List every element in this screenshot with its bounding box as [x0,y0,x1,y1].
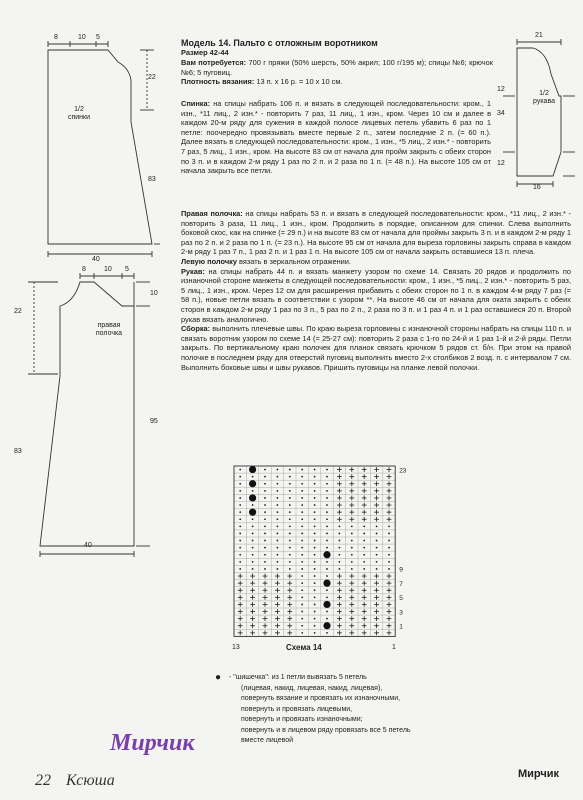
chart-cell-purl [326,476,328,478]
chart-cell-bobble [249,509,256,516]
chart-cell-purl [339,525,341,527]
chart-cell-purl [301,604,303,606]
chart-cell-bobble [323,551,330,558]
chart-cell-purl [239,568,241,570]
front-dim-left-1: 22 [14,308,22,315]
chart-cell-purl [388,540,390,542]
sleeve-pattern-drawing [493,34,581,194]
chart-cell-purl [376,540,378,542]
chart-cell-purl [363,533,365,535]
legend-line: вместе лицевой [241,737,294,744]
article-paragraph-assembly [181,324,571,372]
chart-cell-purl [277,504,279,506]
magazine-name: Ксюша [66,772,115,789]
article-text [181,38,493,87]
chart-cell-purl [326,540,328,542]
paragraph-body: выполнить плечевые швы. По краю выреза горловины с изнаночной стороны набрать на спицы 110 п. и связать воротник узором по схеме 14 (= 25-27 см): повторить 2 раза с 1-го по 24-й и 1 раз 1-й и 2-й ряды. Петли закрыть. По вертикальному краю полочек для планок связать крючком 5 рядов ст. б/н. При этом на правой полочке в последнем ряду для отверстий пуговиц выполнить вместо 2-х столбиков 2 возд. п. с интервалом 7 см. Выполнить боковые швы и швы рукавов. Пришить пуговицы на планке левой полочки. [181,324,571,372]
page-number: 22 [35,772,51,789]
chart-cell-purl [301,632,303,634]
chart-cell-purl [277,525,279,527]
paragraph-body: 13 п. х 16 р. = 10 х 10 см. [254,77,343,87]
chart-cell-purl [239,547,241,549]
chart-cell-purl [314,582,316,584]
chart-cell-purl [252,533,254,535]
chart-cell-purl [314,547,316,549]
chart-cell-purl [301,469,303,471]
article-text-back [181,99,491,176]
back-dim-side-1: 22 [148,74,156,81]
paragraph-label: Сборка: [181,324,211,334]
chart-cell-purl [277,518,279,520]
chart-cell-purl [264,547,266,549]
legend-line: повернуть и провязать изнаночными; [241,716,363,723]
back-dim-side-2: 83 [148,176,156,183]
chart-cell-purl [314,533,316,535]
chart-cell-purl [326,533,328,535]
chart-cell-purl [326,596,328,598]
chart-cell-purl [326,632,328,634]
sleeve-dim-bottom: 16 [533,184,541,191]
chart-cell-purl [239,518,241,520]
chart-cell-purl [339,540,341,542]
chart-cell-purl [326,511,328,513]
chart-cell-purl [252,540,254,542]
chart-cell-purl [314,518,316,520]
chart-cell-purl [239,533,241,535]
article-paragraph-gauge [181,77,493,87]
article-paragraph-materials [181,58,493,77]
paragraph-label: Вам потребуется: [181,58,247,67]
paragraph-label: Правая полочка: [181,209,243,218]
chart-cell-purl [301,483,303,485]
chart-cell-purl [301,575,303,577]
chart-cell-purl [277,469,279,471]
chart-cell-purl [264,540,266,542]
chart-cell-purl [301,476,303,478]
chart-cell-purl [326,497,328,499]
chart-cell-purl [326,547,328,549]
chart-cell-purl [239,511,241,513]
chart-cell-purl [239,483,241,485]
chart-cell-purl [277,476,279,478]
back-dim-top-3: 5 [96,34,100,41]
chart-cell-purl [277,561,279,563]
sleeve-dim-right-2: 12 [497,86,505,93]
chart-cell-bobble [249,494,256,501]
chart-cell-purl [252,561,254,563]
back-dim-top-2: 10 [78,34,86,41]
knitting-chart-grid [222,462,422,662]
chart-cell-purl [363,561,365,563]
chart-cell-purl [376,525,378,527]
legend-line: - "шишечка": из 1 петли вывязать 5 петель [229,674,367,681]
paragraph-body: на спицы набрать 44 п. и вязать манжету узором по схеме 14. Связать 20 рядов и продолжить по изнаночной стороне манжеты в следующей последовательности: кром., 1 изн., *5 лиц., 2 изн.* - повторить 5 раз, 5 лиц., 1 изн., кром. Через 12 см для расширения прибавить с обеих сторон по 1 п. в каждом 4-м ряду 7 раз (= 58 п.), новые петли вязать в соответствии с узором **. На высоте 46 см от начала для оката закрыть с обеих сторон в каждом 2-м ряду 1 раз по 3 п., 5 раз по 2 п., 2 раза по 3 п. и 1 раз 4 п. и 1 раз оставшиеся 20 п. Второй рукав вязать аналогично. [181,266,571,324]
chart-cell-purl [314,596,316,598]
chart-cell-purl [264,518,266,520]
front-pattern-label: правая полочка [95,322,123,337]
chart-cell-purl [289,469,291,471]
chart-cell-purl [264,497,266,499]
chart-cell-purl [314,525,316,527]
paragraph-body: 700 г пряжи (50% шерсть, 50% акрил; 100 г/195 м); спицы №6; крючок №6; 5 пуговиц. [181,58,494,77]
back-pattern-label: 1/2 спинки [67,106,91,121]
chart-cell-purl [264,561,266,563]
chart-cell-purl [314,476,316,478]
chart-cell-purl [301,596,303,598]
chart-cell-purl [363,554,365,556]
chart-cell-purl [326,469,328,471]
chart-cell-purl [239,540,241,542]
front-dim-top-1: 8 [82,266,86,273]
chart-cell-purl [314,611,316,613]
chart-cell-purl [289,476,291,478]
chart-cell-purl [326,518,328,520]
back-pattern-drawing [30,36,170,266]
chart-cell-purl [314,618,316,620]
chart-cell-bobble [249,466,256,473]
chart-cell-purl [252,568,254,570]
chart-row-number: 3 [399,609,403,617]
article-size: Размер 42-44 [181,48,229,57]
front-pattern-drawing [10,268,175,558]
chart-cell-purl [363,540,365,542]
front-pattern-diagram [10,268,175,558]
chart-cell-purl [314,469,316,471]
article-paragraph-right-front [181,209,571,257]
sleeve-dim-left: 34 [497,110,505,117]
chart-cell-purl [252,547,254,549]
chart-cell-purl [388,561,390,563]
chart-cell-purl [277,540,279,542]
chart-row-number: 5 [399,595,403,603]
chart-cell-purl [277,554,279,556]
chart-cell-purl [264,554,266,556]
chart-cell-purl [301,554,303,556]
chart-cell-purl [351,568,353,570]
chart-cell-purl [314,561,316,563]
chart-cell-purl [326,561,328,563]
chart-cell-purl [264,504,266,506]
chart-cell-purl [301,511,303,513]
chart-cell-purl [314,568,316,570]
chart-cell-purl [277,483,279,485]
chart-cell-purl [301,568,303,570]
chart-cell-purl [264,476,266,478]
chart-cell-purl [301,582,303,584]
chart-cell-purl [301,547,303,549]
knitting-chart [222,462,422,662]
chart-cell-purl [376,561,378,563]
back-dim-top-1: 8 [54,34,58,41]
chart-caption: Схема 14 [286,643,322,652]
chart-cell-purl [264,525,266,527]
front-dim-top-3: 5 [125,266,129,273]
article-paragraph-back [181,99,491,176]
chart-cell-purl [252,504,254,506]
bobble-symbol-icon: ● [215,672,222,683]
chart-cell-purl [252,518,254,520]
chart-cell-purl [264,533,266,535]
front-dim-right-2: 95 [150,418,158,425]
chart-cell-purl [277,533,279,535]
chart-cell-purl [277,547,279,549]
chart-cell-purl [314,511,316,513]
chart-cell-purl [388,547,390,549]
chart-cell-purl [339,533,341,535]
sleeve-dim-right-1: 12 [497,160,505,167]
chart-cell-purl [351,525,353,527]
chart-cell-purl [239,554,241,556]
chart-cell-purl [351,561,353,563]
chart-cell-purl [363,568,365,570]
chart-row-number: 23 [399,467,407,475]
chart-cell-purl [264,469,266,471]
front-dim-left-2: 83 [14,448,22,455]
legend-line: повернуть и в лицевом ряду провязать все 5 петель [241,726,411,734]
chart-cell-purl [289,533,291,535]
chart-cell-purl [239,525,241,527]
chart-cell-purl [289,554,291,556]
chart-col-left: 13 [232,644,240,651]
chart-cell-purl [264,490,266,492]
chart-cell-purl [388,533,390,535]
paragraph-label: Спинка: [181,99,211,108]
front-dim-right-1: 10 [150,290,158,297]
legend-line: повернуть и провязать лицевыми, [241,705,353,713]
chart-cell-purl [326,504,328,506]
back-dim-bottom: 40 [92,256,100,263]
sleeve-pattern-label: 1/2 рукава [533,90,555,105]
chart-cell-purl [388,568,390,570]
chart-cell-purl [326,568,328,570]
legend-line: повернуть вязание и провязать их изнаночными, [241,695,401,702]
chart-cell-purl [301,561,303,563]
chart-cell-purl [252,554,254,556]
chart-cell-purl [289,540,291,542]
chart-cell-purl [301,533,303,535]
chart-cell-purl [252,476,254,478]
chart-cell-purl [326,575,328,577]
chart-cell-purl [301,611,303,613]
chart-cell-purl [351,533,353,535]
chart-cell-purl [314,504,316,506]
chart-cell-purl [277,568,279,570]
chart-legend [215,673,475,747]
paragraph-body: на спицы набрать 53 п. и вязать в следующей последовательности: кром., *11 лиц., 2 изн.* - повторить 3 раза, 11 лиц., 1 изн., кром. Продолжить в порядке, описанном для спинки. Слева выполнить боковой скос, как на спинке (= 29 п.) и на высоте 83 см от начала для проймы закрыть 3 п. и в каждом 2-м ряду 1 раз по 2 п. и 2 раза по 1 п. (= 23 п.). На высоте 95 см от начала для выреза горловины закрыть справа в каждом 2-м ряду 1 раз 7 п., 1 раз 2 п. и 1 раз 1 п. На высоте 105 см от начала закрыть оставшиеся 13 п. плеча. [181,209,572,257]
chart-cell-purl [314,575,316,577]
chart-row-number: 7 [399,580,403,588]
chart-cell-purl [363,547,365,549]
chart-cell-purl [376,554,378,556]
chart-cell-purl [326,589,328,591]
chart-cell-purl [289,504,291,506]
chart-cell-purl [289,483,291,485]
chart-cell-purl [264,511,266,513]
chart-cell-purl [252,525,254,527]
chart-cell-purl [301,525,303,527]
sleeve-pattern-diagram [493,34,581,194]
chart-cell-purl [264,568,266,570]
chart-cell-purl [301,589,303,591]
chart-cell-purl [388,554,390,556]
chart-cell-purl [301,618,303,620]
chart-cell-purl [239,476,241,478]
chart-cell-purl [314,540,316,542]
chart-cell-purl [388,525,390,527]
chart-cell-purl [239,497,241,499]
chart-cell-purl [239,504,241,506]
chart-cell-purl [289,561,291,563]
chart-cell-purl [301,540,303,542]
front-dim-top-2: 10 [104,266,112,273]
chart-cell-purl [301,490,303,492]
paragraph-body: вязать в зеркальном отражении. [236,256,351,266]
watermark-left: Мирчик [110,730,195,756]
article-text-rest [181,209,571,372]
paragraph-label: Рукав: [181,266,205,276]
chart-cell-purl [277,490,279,492]
chart-cell-purl [301,497,303,499]
sleeve-dim-top: 21 [535,32,543,39]
legend-line: (лицевая, накид, лицевая, накид, лицевая), [241,684,383,692]
chart-cell-purl [301,518,303,520]
chart-cell-purl [339,568,341,570]
chart-cell-bobble [323,622,330,629]
chart-cell-purl [301,625,303,627]
paragraph-body: на спицы набрать 106 п. и вязать в следующей последовательности: кром., 1 изн., *11 лиц., 2 изн.* - повторить 7 раз, 11 лиц., 1 изн., кром. Через 10 см и далее в каждом 20-м ряду для сужения в каждой полосе лицевых петель убавить 6 раз по 1 петле: поочередно провязывать вместе первые 2 п., затем последние 2 п. (= 60 п.). Далее вязать в следующей последовательности: кром., 1 изн., *5 лиц., 2 изн.* - повторить 7 раз, 5 лиц., 1 изн., кром. На высоте 83 см от начала для пройм закрыть с обеих сторон по 3 п. и в каждом 2-м ряду 1 раз по 2 п. и 2 раза по 1 п. (= 48 п.). На высоте 105 см от начала закрыть все петли. [181,99,491,176]
chart-cell-purl [239,561,241,563]
watermark-right: Мирчик [518,768,560,780]
article-title: Модель 14. Пальто с отложным воротником [181,38,378,48]
chart-cell-purl [363,525,365,527]
chart-cell-purl [289,518,291,520]
chart-cell-purl [376,568,378,570]
chart-cell-purl [326,525,328,527]
chart-cell-purl [376,533,378,535]
chart-cell-purl [314,632,316,634]
paragraph-label: Левую полочку [181,256,237,266]
chart-row-number: 1 [399,623,403,631]
chart-cell-bobble [323,601,330,608]
chart-cell-purl [264,483,266,485]
chart-cell-purl [326,490,328,492]
chart-cell-purl [314,554,316,556]
chart-cell-purl [239,490,241,492]
chart-cell-purl [314,589,316,591]
chart-cell-purl [314,625,316,627]
chart-cell-purl [314,604,316,606]
chart-cell-purl [314,490,316,492]
chart-cell-purl [289,525,291,527]
chart-cell-purl [252,490,254,492]
paragraph-label: Плотность вязания: [181,77,255,87]
chart-cell-purl [351,547,353,549]
chart-cell-purl [339,554,341,556]
front-dim-bottom: 40 [84,542,92,549]
chart-cell-purl [376,547,378,549]
chart-cell-purl [351,554,353,556]
chart-cell-purl [326,611,328,613]
article-paragraph-sleeve [181,267,571,325]
legend-text [229,673,475,747]
chart-cell-purl [289,568,291,570]
article-paragraph-left-front [181,257,571,267]
chart-cell-bobble [249,480,256,487]
chart-cell-purl [314,497,316,499]
chart-cell-purl [277,511,279,513]
chart-cell-purl [289,497,291,499]
chart-cell-bobble [323,580,330,587]
chart-col-right: 1 [392,644,396,651]
chart-cell-purl [277,497,279,499]
chart-cell-purl [289,511,291,513]
back-pattern-diagram [30,36,170,266]
chart-cell-purl [301,504,303,506]
chart-cell-purl [289,490,291,492]
chart-cell-purl [239,469,241,471]
chart-cell-purl [314,483,316,485]
chart-cell-purl [351,540,353,542]
chart-row-number: 9 [399,566,403,574]
chart-cell-purl [326,483,328,485]
chart-cell-purl [339,547,341,549]
chart-cell-purl [326,618,328,620]
chart-cell-purl [289,547,291,549]
chart-cell-purl [339,561,341,563]
